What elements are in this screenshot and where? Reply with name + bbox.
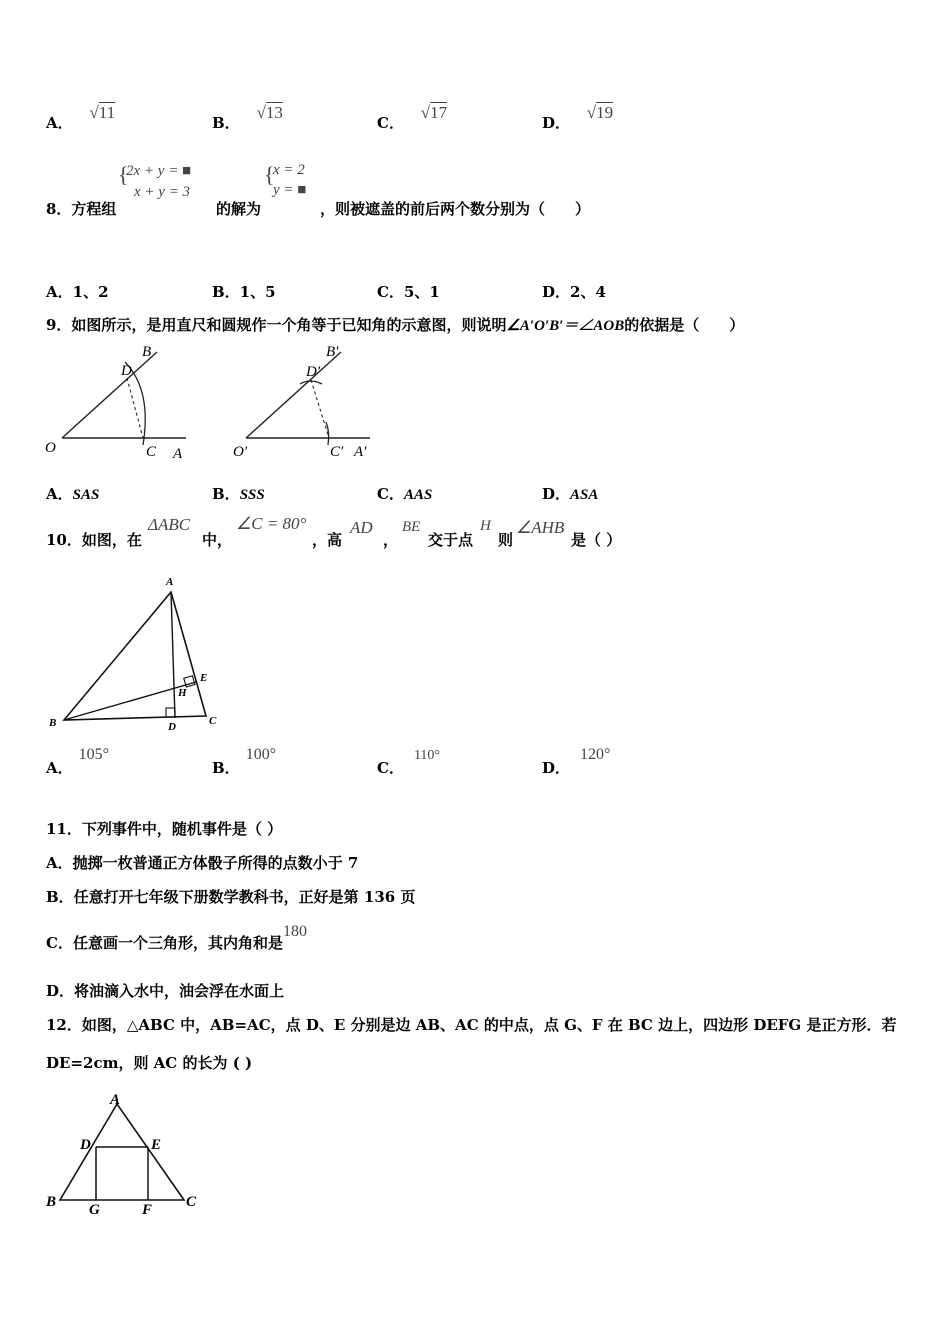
altitude-ad	[171, 592, 175, 718]
brace-icon: {	[118, 162, 129, 187]
label-b: B	[46, 1194, 57, 1210]
option-value: ASA	[570, 487, 599, 503]
q9-option-b	[212, 483, 265, 504]
q10-option-d	[542, 746, 611, 778]
label-e: E	[200, 672, 208, 684]
radicand: 13	[265, 103, 283, 122]
label-a-prime: A′	[354, 444, 367, 460]
radicand: 19	[596, 103, 614, 122]
option-value: AAS	[403, 487, 433, 503]
label-c: C	[186, 1194, 197, 1210]
q9-prefix: 9．如图所示，是用直尺和圆规作一个角等于已知角的示意图，则说明	[46, 316, 507, 334]
q7-option-c	[377, 103, 448, 133]
option-letter: C．	[377, 114, 404, 132]
q7-option-a	[46, 103, 116, 133]
q7-option-d	[542, 103, 614, 133]
option-letter: A．	[46, 759, 73, 777]
q7-option-b	[212, 103, 283, 133]
radicand: 11	[98, 103, 116, 122]
q10-p6: 则	[498, 531, 514, 549]
label-d: D	[168, 721, 176, 733]
option-letter: D．	[542, 485, 571, 503]
label-b-prime: B′	[326, 344, 339, 360]
brace-icon: {	[264, 162, 275, 187]
q10-p2: 中，	[202, 531, 233, 549]
q10-m1: ΔABC	[148, 515, 191, 534]
option-letter: B．	[212, 114, 240, 132]
q11-stem: 11．下列事件中，随机事件是（ ）	[46, 820, 283, 838]
label-a: A	[110, 1092, 121, 1108]
q9-option-d	[542, 483, 598, 504]
label-b: B	[142, 344, 152, 360]
label-d-prime: D′	[306, 364, 321, 380]
label-e: E	[151, 1137, 162, 1153]
option-value: 100°	[245, 746, 277, 763]
triangle-abc	[60, 1104, 184, 1200]
label-c: C	[146, 444, 157, 460]
q10-p1: 10．如图，在	[46, 531, 142, 549]
q8-suffix: ，则被遮盖的前后两个数分别为（ ）	[320, 200, 591, 218]
q11-option-c-math: 180	[282, 923, 307, 940]
q12-line1: 12．如图，△ABC 中，AB=AC，点 D、E 分别是边 AB、AC 的中点，点 G、F 在 BC 边上，四边形 DEFG 是正方形．若	[46, 1016, 897, 1034]
option-letter: B．	[212, 485, 240, 503]
label-d: D	[80, 1137, 91, 1153]
sqrt-expression: √17	[420, 103, 448, 122]
label-o: O	[45, 440, 56, 456]
q10-m2: ∠C = 80°	[236, 514, 307, 533]
q9-suffix: 的依据是（ ）	[624, 316, 745, 334]
option-letter: C．	[377, 759, 404, 777]
q10-option-b	[212, 746, 277, 778]
q8-option-d: D．2、4	[542, 283, 606, 301]
q12-line2: DE=2cm，则 AC 的长为 ( )	[46, 1054, 253, 1072]
q8-option-c: C．5、1	[377, 283, 440, 301]
sqrt-expression: √19	[586, 103, 614, 122]
q8-prefix: 8．方程组	[46, 200, 117, 218]
q8-system2-line2: y = ■	[273, 182, 307, 198]
option-value: 105°	[78, 746, 110, 763]
q8-system1-line1: 2x + y = ■	[126, 163, 192, 179]
q10-m6: ∠AHB	[516, 518, 565, 537]
q9-figure-1	[40, 340, 200, 465]
q10-p4: ，	[383, 531, 399, 549]
option-letter: C．	[377, 485, 404, 503]
label-a: A	[173, 446, 183, 462]
q10-p7: 是（ ）	[571, 531, 622, 549]
q11-option-a: A．抛掷一枚普通正方体骰子所得的点数小于 7	[46, 854, 359, 872]
label-d: D	[121, 363, 132, 379]
q10-m4: BE	[402, 519, 421, 535]
option-value: SAS	[72, 487, 100, 503]
option-value: 120°	[580, 746, 611, 763]
q10-figure	[44, 572, 234, 742]
q9-formula: ∠A′O′B′＝∠AOB	[506, 318, 625, 334]
right-angle-d	[166, 708, 175, 717]
option-letter: D．	[542, 759, 571, 777]
q11-option-b: B．任意打开七年级下册数学教科书，正好是第 136 页	[46, 888, 416, 906]
option-letter: D．	[542, 114, 571, 132]
label-c: C	[209, 715, 217, 727]
option-letter: A．	[46, 485, 73, 503]
q10-p3: ，高	[312, 531, 343, 549]
right-angle-e	[184, 676, 195, 687]
radicand: 17	[430, 103, 448, 122]
q8-option-a: A．1、2	[46, 283, 109, 301]
q11-option-c	[46, 923, 307, 953]
q9-stem	[46, 314, 744, 335]
triangle-abc	[64, 592, 206, 720]
label-f: F	[142, 1202, 153, 1218]
label-a: A	[166, 576, 174, 588]
option-letter: A．	[46, 114, 73, 132]
q10-p5: 交于点	[428, 531, 474, 549]
option-value: SSS	[239, 487, 265, 503]
q8-system1-line2: x + y = 3	[134, 184, 191, 200]
q8-middle: 的解为	[216, 200, 262, 218]
q8-option-b: B．1、5	[212, 283, 276, 301]
q10-option-a	[46, 746, 110, 778]
option-letter: B．	[212, 759, 240, 777]
q9-option-a	[46, 483, 99, 504]
q11-option-d: D．将油滴入水中，油会浮在水面上	[46, 982, 285, 1000]
q8-system2-line1: x = 2	[273, 162, 305, 178]
option-value: 110°	[413, 748, 441, 763]
label-g: G	[89, 1202, 100, 1218]
label-c-prime: C′	[330, 444, 344, 460]
dashed-cd-prime	[311, 380, 329, 438]
label-h: H	[178, 687, 187, 699]
sqrt-expression: √11	[89, 103, 116, 122]
sqrt-expression: √13	[256, 103, 283, 122]
label-o-prime: O′	[233, 444, 248, 460]
q11-option-c-text: C．任意画一个三角形，其内角和是	[46, 934, 283, 952]
label-b: B	[49, 717, 57, 729]
q10-m5: H	[480, 518, 491, 534]
altitude-be	[64, 682, 196, 720]
q10-m3: AD	[350, 518, 373, 537]
q12-figure	[44, 1090, 209, 1220]
q9-figure-2	[230, 340, 390, 465]
q9-option-c	[377, 483, 432, 504]
q10-option-c	[377, 748, 441, 778]
